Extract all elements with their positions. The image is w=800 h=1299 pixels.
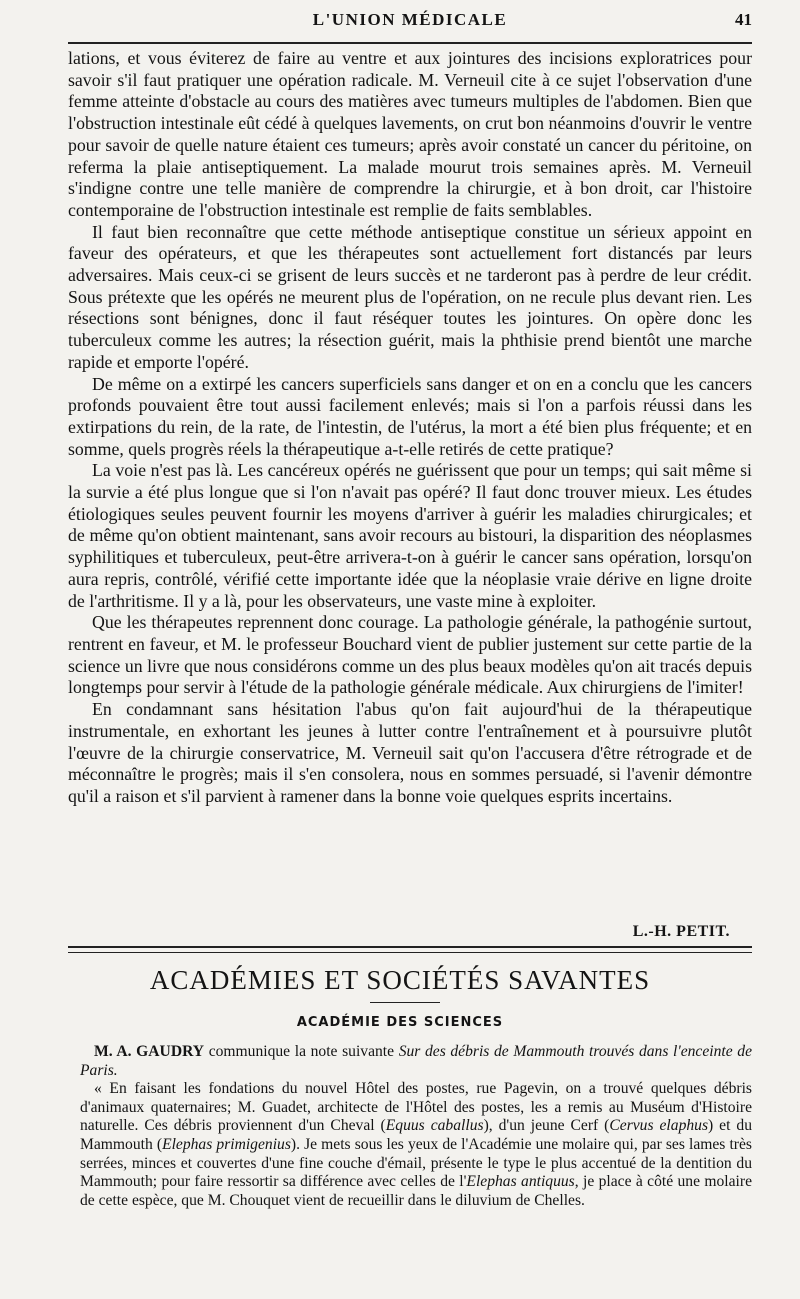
note-title: Sur des débris de Mammouth trouvés dans l'enceinte de Paris. <box>80 1043 752 1079</box>
journal-title: L'UNION MÉDICALE <box>312 10 508 29</box>
author-signature: L.-H. PETIT. <box>632 923 730 940</box>
section-title: ACADÉMIES ET SOCIÉTÉS SAVANTES <box>149 965 651 995</box>
page-number: 41 <box>735 10 752 29</box>
paragraph: La voie n'est pas là. Les cancéreux opérés ne guérissent que pour un temps; qui sait même si la survie a été plus longue que si l'on n'avait pas opéré? Il faut donc trouver mieux. Les études étiologiques seules peuvent fournir les moyens d'arriver à guérir les maladies chirurgicales; et de même qu'on obtient maintenant, sans avoir recours au bistouri, la disparition des néoplasmes syphilitiques et tuberculeux, peut-être arrivera-t-on à guérir le cancer sans opération, lorsqu'on aura repris, contrôlé, vérifié cette importante idée que la néoplasie vraie dérive en ligne droite de l'arthritisme. Il y a là, pour les observateurs, une vaste mine à exploiter. <box>68 460 752 611</box>
report-intro <box>80 1043 752 1080</box>
article-body <box>68 48 752 808</box>
quote-text: ). Je mets sous les yeux de l'Académie une molaire qui, par ses lames très serrées, minces et couvertes d'une fine couche d'émail, présente le type le plus accentué de la dentition du Mammouth; pour faire ressortir sa différence avec celles de l' <box>80 1135 752 1191</box>
paragraph: De même on a extirpé les cancers superficiels sans danger et on en a conclu que les cancers profonds pouvaient être tout aussi facilement enlevés; mais si l'on a parfois réussi dans les extirpations du rein, de la rate, de l'intestin, de l'utérus, la mort a été bien plus fréquente; et en somme, quels progrès réels la thérapeutique a-t-elle retirés de cette pratique? <box>68 373 752 459</box>
report-quote <box>80 1080 752 1210</box>
paragraph: Que les thérapeutes reprennent donc courage. La pathologie générale, la pathogénie surtout, rentrent en faveur, et M. le professeur Bouchard vient de publier justement sur cette partie de la science un livre que nous considérons comme un des plus beaux modèles qu'on ait tracés depuis longtemps pour servir à l'étude de la pathologie générale médicale. Aux chirurgiens de l'imiter! <box>68 612 752 698</box>
section-divider <box>68 946 752 953</box>
species-name: Cervus elaphus <box>609 1117 709 1135</box>
quote-text: ), d'un jeune Cerf ( <box>483 1117 610 1135</box>
species-name: Elephas antiquus <box>466 1173 575 1191</box>
quote-text: « En faisant les fondations du nouvel Hôtel des postes, rue Pagevin, on a trouvé quelques débris d'animaux quaternaires; M. Guadet, architecte de l'Hôtel des postes, les a remis au Muséum d'Histoire naturelle. Ces débris proviennent d'un Cheval ( <box>80 1080 752 1135</box>
academy-report <box>80 1043 752 1210</box>
paragraph: En condamnant sans hésitation l'abus qu'on fait aujourd'hui de la thérapeutique instrumentale, en exhortant les jeunes à lutter contre l'entraînement et à poursuivre plutôt l'œuvre de la chirurgie conservatrice, M. Verneuil sait qu'on l'accusera d'être rétrograde et de méconnaître le progrès; mais il s'en consolera, nous en sommes persuadé, si l'avenir démontre qu'il a raison et s'il parvient à ramener dans la bonne voie quelques esprits incertains. <box>68 699 752 806</box>
paragraph: Il faut bien reconnaître que cette méthode antiseptique constitue un sérieux appoint en faveur des opérateurs, et que les thérapeutes sont actuellement fort distancés par leurs adversaires. Mais ceux-ci se grisent de leurs succès et ne tarderont pas à perdre de leur crédit. Sous prétexte que les opérés ne meurent plus de l'opération, on ne recule plus devant rien. Les résections sont bénignes, donc il faut réséquer toutes les jointures. On opère donc les tuberculeux comme les autres; la résection guérit, mais la phthisie prend bientôt une marche rapide et emporte l'opéré. <box>68 221 752 372</box>
quote-text: ) et du Mammouth ( <box>80 1117 752 1153</box>
quote-text: , je place à côté une molaire de cette espèce, que M. Chouquet vient de recueillir dans le diluvium de Chelles. <box>80 1173 752 1209</box>
header-rule <box>68 42 752 44</box>
species-name: Equus caballus <box>385 1117 484 1135</box>
species-name: Elephas primigenius <box>162 1135 291 1153</box>
report-author: M. A. GAUDRY <box>94 1043 205 1060</box>
subsection-title: ACADÉMIE DES SCIENCES <box>296 1015 504 1030</box>
running-header <box>68 10 752 38</box>
intro-text: communique la note suivante <box>204 1043 399 1060</box>
short-divider <box>370 1002 440 1003</box>
paragraph: lations, et vous éviterez de faire au ventre et aux jointures des incisions exploratrices pour savoir s'il faut pratiquer une opération radicale. M. Verneuil cite à ce sujet l'observation d'une femme atteinte d'obstacle au cours des matières avec tumeurs multiples de l'abdomen. Bien que l'obstruction intestinale eût cédé à quelques lavements, on crut bon néanmoins d'ouvrir le ventre pour savoir de quelle nature étaient ces tumeurs; après avoir constaté un cancer du péritoine, on referma la plaie antiseptiquement. La malade mourut trois semaines après. M. Verneuil s'indigne contre une telle manière de comprendre la chirurgie, et à bon droit, car l'histoire contemporaine de l'obstruction intestinale est remplie de faits semblables. <box>68 48 752 220</box>
